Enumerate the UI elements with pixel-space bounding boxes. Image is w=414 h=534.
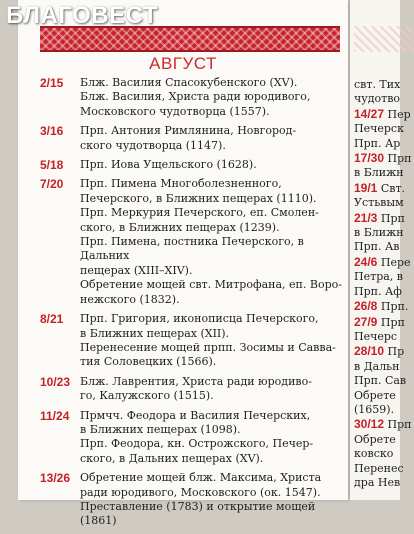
entry-line: ради юродивого, Московского (ок. 1547). (80, 485, 321, 499)
entry-line: Преставление (1783) и открытие мощей (1861) (80, 499, 316, 528)
right-line (354, 433, 400, 447)
right-text: Прп (387, 152, 412, 166)
entry-line: го, Калужского (1515). (80, 389, 214, 403)
entry-line: Московского чудотворца (1557). (80, 104, 270, 118)
entry-date: 2/15 (40, 76, 64, 90)
right-text: (1659). (354, 402, 395, 416)
right-line (354, 180, 406, 196)
entry-line: Прп. Меркурия Печерского, еп. Смолен- (80, 206, 319, 220)
right-text: Печерс (354, 329, 398, 343)
right-text: Пере (380, 255, 411, 269)
entry-text (80, 312, 342, 370)
watermark-logo: БЛАГОВЕСТ (6, 2, 159, 29)
entry-text (80, 76, 342, 119)
calendar-entry (40, 124, 342, 153)
right-line (354, 210, 405, 226)
entry-line: Прп. Пимена Многоболезненного, (80, 177, 282, 191)
entry-date: 13/26 (40, 471, 71, 486)
entry-line: в Ближних пещерах (1098). (80, 422, 241, 436)
right-line (354, 314, 405, 330)
entry-line: ского, в Дальних пещерах (XV). (80, 451, 264, 465)
right-date: 21/3 (354, 210, 378, 225)
entry-date: 11/24 (40, 408, 70, 423)
entry-date: 5/18 (40, 158, 64, 173)
right-line (354, 374, 407, 388)
entry-text (80, 375, 342, 404)
right-line (354, 92, 400, 106)
right-date: 24/6 (354, 254, 378, 269)
entry-text (80, 124, 342, 153)
entry-line: ского чудотворца (1147). (80, 138, 226, 152)
right-text: Прп. (380, 300, 409, 314)
entry-line: Прп. Григория, иконописца Печерского, (80, 312, 319, 326)
right-date: 14/27 (354, 106, 385, 121)
right-text: Печерск (354, 122, 404, 136)
right-date: 19/1 (354, 180, 378, 195)
entry-line: Прмчч. Феодора и Василия Печерских, (80, 408, 311, 422)
calendar-entry (40, 312, 342, 370)
entry-text (80, 409, 342, 467)
right-text: Перенес (354, 461, 404, 475)
entry-text (80, 158, 342, 172)
right-date: 17/30 (354, 151, 385, 166)
entry-date: 3/16 (40, 124, 64, 139)
right-text: Прп (380, 211, 405, 225)
right-line (354, 270, 403, 284)
entry-line: нежского (1832). (80, 292, 180, 306)
right-text: Прп. Ав (354, 240, 400, 254)
calendar-entry (40, 375, 342, 404)
right-text: в Дальн (354, 359, 400, 373)
right-text: ковско (354, 447, 394, 461)
right-line (354, 389, 400, 403)
right-line (354, 196, 404, 210)
right-text: Обрете (354, 432, 396, 446)
entry-line: Обретение мощей свт. Митрофана, еп. Воро- (80, 278, 342, 292)
entry-line: Прп. Пимена, постника Печерского, в Дальних (80, 235, 304, 263)
right-line (354, 166, 404, 180)
entry-line: Перенесение мощей прпп. Зосимы и Савва- (80, 340, 336, 354)
right-date: 28/10 (354, 344, 385, 359)
right-page (350, 0, 412, 500)
right-text: в Ближн (354, 226, 404, 240)
right-text: свт. Тих (354, 78, 401, 91)
right-text: в Ближн (354, 166, 404, 180)
right-date: 26/8 (354, 299, 378, 314)
calendar-entry (40, 177, 342, 307)
calendar-entry (40, 409, 342, 467)
entry-line: Прп. Феодора, кн. Острожского, Печер- (80, 437, 314, 451)
entries-list (40, 76, 342, 534)
entry-line: Блж. Василия, Христа ради юродивого, (80, 90, 311, 104)
entry-line: Печерского, в Ближних пещерах (1110). (80, 191, 317, 205)
right-line (354, 447, 400, 461)
entry-text (80, 177, 342, 307)
right-line (354, 461, 404, 476)
entry-date: 10/23 (40, 374, 71, 389)
entry-line: Блж. Лаврентия, Христа ради юродиво- (80, 374, 312, 388)
right-line (354, 122, 404, 136)
right-text: Петра, в (354, 270, 403, 284)
entry-text (80, 471, 342, 529)
right-line (354, 330, 400, 344)
calendar-entry (40, 471, 342, 529)
entry-line: ского, в Ближних пещерах (1239). (80, 220, 280, 234)
calendar-entry (40, 76, 342, 119)
ornament-band-right (354, 26, 414, 52)
right-date: 30/12 (354, 417, 385, 432)
right-line (354, 78, 400, 92)
right-text: Свт. (380, 181, 406, 195)
right-text: Прп. Сав (354, 374, 407, 388)
right-text: Обрете (354, 388, 396, 402)
entry-line: Блж. Василия Спасокубенского (XV). (80, 76, 298, 89)
right-text: Пр (387, 345, 405, 359)
right-line (354, 476, 400, 490)
entry-line: Прп. Иова Ущельского (1628). (80, 158, 257, 172)
right-line (354, 285, 400, 299)
calendar-entry (40, 158, 342, 172)
right-line (354, 106, 411, 122)
right-text: чудотво (354, 92, 401, 106)
entry-line: в Ближних пещерах (XII). (80, 326, 230, 340)
right-line (354, 137, 400, 151)
right-line (354, 226, 404, 240)
right-line (354, 360, 400, 374)
right-entries-list (354, 78, 412, 490)
right-line (354, 151, 412, 166)
entry-date: 7/20 (40, 177, 64, 192)
entry-line: Обретение мощей блж. Максима, Христа (80, 471, 322, 485)
right-line (354, 344, 405, 359)
right-text: дра Нев (354, 475, 401, 489)
right-text: Пер (387, 107, 411, 121)
entry-line: тия Соловецких (1566). (80, 355, 217, 369)
entry-date: 8/21 (40, 312, 64, 327)
right-line (354, 240, 400, 254)
month-title: АВГУСТ (149, 54, 217, 73)
right-text: Прп. Аф (354, 284, 402, 298)
right-text: Прп. Ар (354, 136, 401, 150)
right-date: 27/9 (354, 314, 378, 329)
right-line (354, 403, 400, 417)
entry-line: пещерах (XIII–XIV). (80, 263, 193, 277)
right-text: Прп (380, 315, 405, 329)
right-line (354, 299, 409, 314)
entry-line: Прп. Антония Римлянина, Новгород- (80, 124, 297, 138)
right-line (354, 254, 411, 270)
right-line (354, 417, 412, 432)
right-text: Прп (387, 418, 412, 432)
right-text: Устьвым (354, 196, 404, 210)
left-page (18, 0, 348, 528)
